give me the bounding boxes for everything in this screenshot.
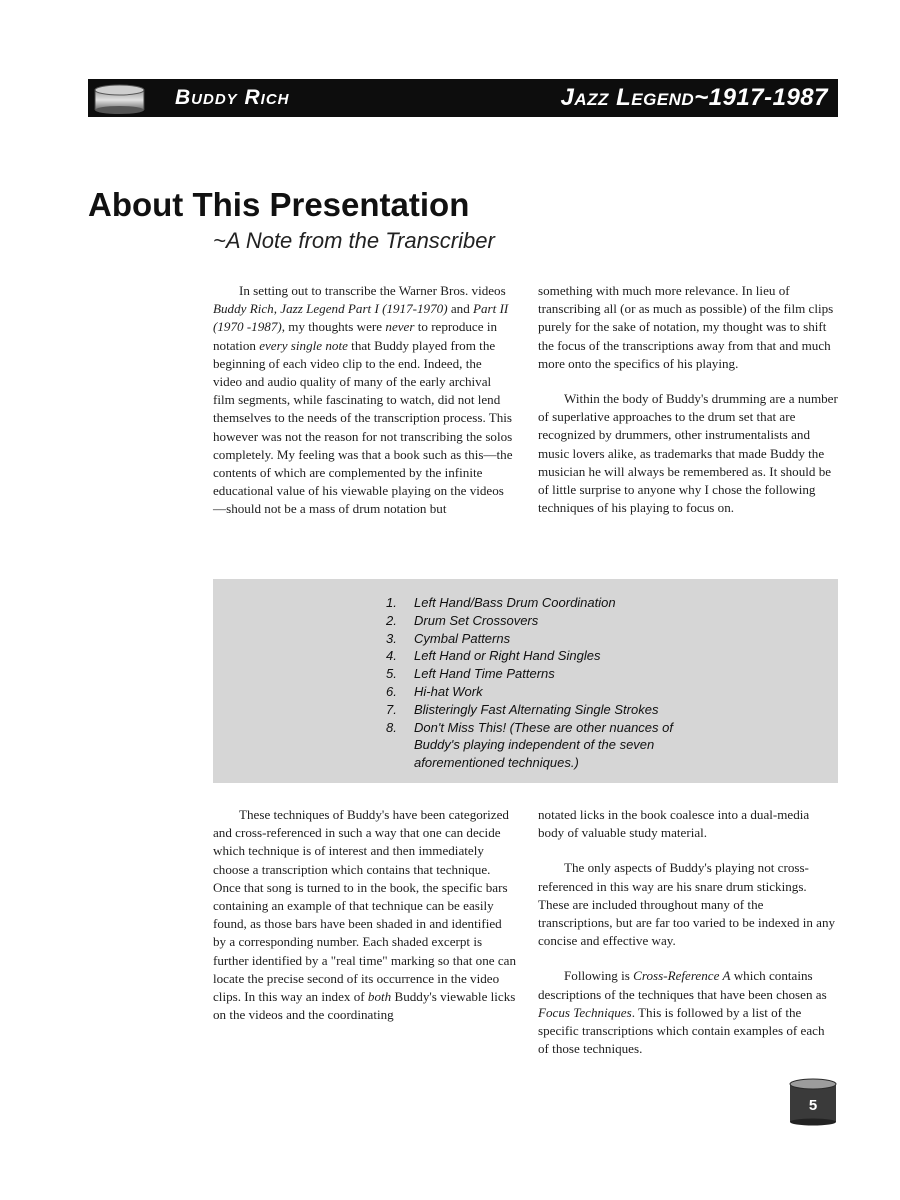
intro-paragraph: In setting out to transcribe the Warner Bros. videos Buddy Rich, Jazz Legend Part I (1917-1970) and Part II (1970 -1987), my thoughts were never to reproduce in notation every single note that Buddy played from the beginning of each video clip to the end. Indeed, the video and audio quality of many of the early archival film segments, while fascinating to watch, did not lend themselves to the needs of the transcription process. This however was not the reason for not transcribing the solos completely. My feeling was that a book such as this—the contents of which are complemented by the infinite educational value of his viewable playing on the videos—should not be a mass of drum notation but (213, 283, 513, 517)
technique-item (386, 647, 716, 665)
intro-paragraph: something with much more relevance. In lieu of transcribing all (or as much as possible) of the film clips purely for the sake of notation, my thought was to shift the focus of the transcriptions away from that and much more onto the specifics of his playing. (538, 283, 834, 371)
technique-item (386, 594, 716, 612)
technique-text: Left Hand Time Patterns (414, 666, 555, 682)
page-subtitle: ~A Note from the Transcriber (213, 228, 495, 253)
drum-icon (92, 81, 147, 115)
technique-number: 3. (386, 630, 397, 646)
technique-text: Don't Miss This! (These are other nuances of Buddy's playing independent of the seven aforementioned techniques.) (414, 719, 673, 771)
intro-column-left (213, 282, 513, 536)
technique-item (386, 683, 716, 701)
technique-number: 6. (386, 683, 397, 699)
header-artist-name: Buddy Rich (175, 86, 290, 109)
technique-number: 1. (386, 595, 397, 610)
technique-number: 7. (386, 701, 397, 717)
techniques-list (386, 594, 716, 772)
header-banner (88, 79, 838, 117)
technique-number: 8. (386, 719, 397, 735)
technique-text: Left Hand/Bass Drum Coordination (414, 595, 616, 610)
technique-item (386, 665, 716, 683)
technique-number: 5. (386, 666, 397, 682)
technique-text: Blisteringly Fast Alternating Single Strokes (414, 701, 659, 717)
closing-paragraph: notated licks in the book coalesce into a dual-media body of valuable study material. (538, 807, 810, 841)
technique-item (386, 612, 716, 630)
technique-item (386, 701, 716, 719)
technique-number: 4. (386, 648, 397, 664)
header-series-title: Jazz Legend~1917-1987 (560, 84, 828, 111)
technique-number: 2. (386, 612, 397, 628)
closing-column-right (538, 806, 838, 1075)
closing-paragraph: These techniques of Buddy's have been categorized and cross-referenced in such a way that one can decide which technique is of interest and then immediately choose a transcription which contains that technique. Once that song is turned to in the book, the specific bars containing an example of that technique can be easily found, as those bars have been shaded in and identified by a corresponding number. Each shaded excerpt is further identified by a "real time" marking so that one can locate the precise second of its occurrence in the video clips. In this way an index of both Buddy's viewable licks on the videos and the coordinating (213, 807, 517, 1023)
closing-paragraph: The only aspects of Buddy's playing not cross-referenced in this way are his snare drum stickings. These are included throughout many of the transcriptions, but are far too varied to be indexed in any concise and effective way. (538, 860, 836, 949)
page-number: 5 (808, 1097, 818, 1114)
closing-column-left (213, 806, 516, 1041)
technique-text: Cymbal Patterns (414, 630, 511, 646)
technique-item (386, 630, 716, 648)
technique-text: Hi-hat Work (414, 683, 483, 699)
intro-column-right (538, 282, 838, 534)
intro-paragraph: Within the body of Buddy's drumming are a number of superlative approaches to the drum set that are recognized by drummers, other instrumentalists and music lovers alike, as trademarks that made Buddy the musician he will always be remembered as. It should be of little surprise to anyone why I chose the following techniques of his playing to focus on. (538, 391, 838, 516)
page-title: About This Presentation (88, 186, 470, 223)
closing-paragraph: Following is Cross-Reference A which contains descriptions of the techniques that have been chosen as Focus Techniques. This is followed by a list of the specific transcriptions which contain examples of each of those techniques. (538, 968, 827, 1057)
technique-item (386, 719, 716, 772)
technique-text: Left Hand or Right Hand Singles (414, 648, 601, 664)
technique-text: Drum Set Crossovers (414, 612, 539, 628)
